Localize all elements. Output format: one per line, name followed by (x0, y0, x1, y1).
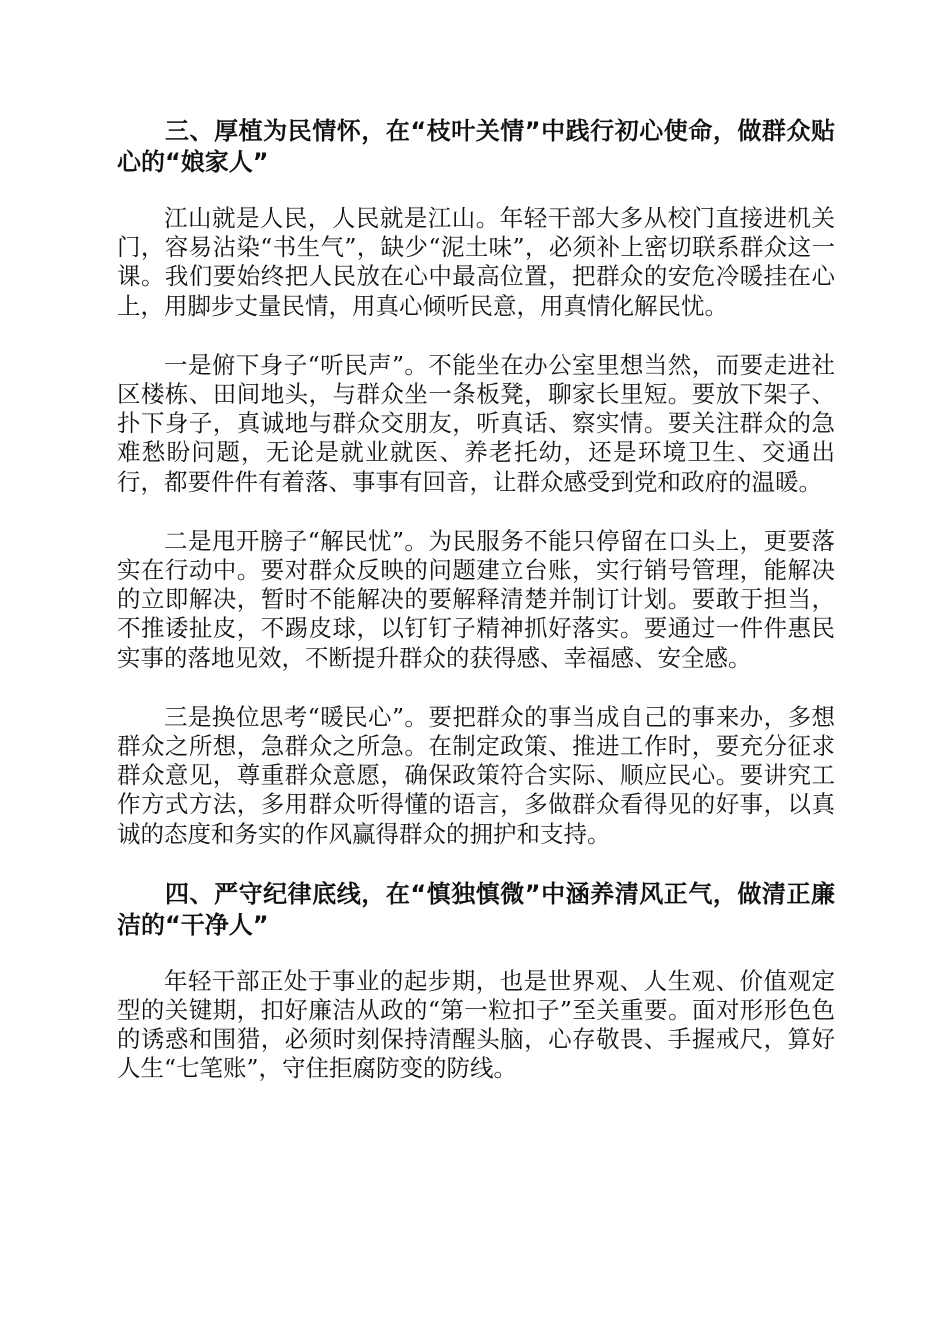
body-paragraph: 江山就是人民，人民就是江山。年轻干部大多从校门直接进机关门，容易沾染“书生气”，缺少“泥土味”，必须补上密切联系群众这一课。我们要始终把人民放在心中最高位置，把群众的安危冷暖挂在心上，用脚步丈量民情，用真心倾听民意，用真情化解民忧。 (117, 204, 835, 320)
document-page (117, 116, 835, 1084)
section-heading: 四、严守纪律底线，在“慎独慎微”中涵养清风正气，做清正廉洁的“干净人” (117, 879, 835, 939)
section-heading: 三、厚植为民情怀，在“枝叶关情”中践行初心使命，做群众贴心的“娘家人” (117, 117, 835, 176)
body-paragraph: 二是甩开膀子“解民忧”。为民服务不能只停留在口头上，更要落实在行动中。要对群众反映的问题建立台账，实行销号管理，能解决的立即解决，暂时不能解决的要解释清楚并制订计划。要敢于担当，不推诿扯皮，不踢皮球，以钉钉子精神抓好落实。要通过一件件惠民实事的落地见效，不断提升群众的获得感、幸福感、安全感。 (117, 526, 835, 672)
body-paragraph: 年轻干部正处于事业的起步期，也是世界观、人生观、价值观定型的关键期，扣好廉洁从政的“第一粒扣子”至关重要。面对形形色色的诱惑和围猎，必须时刻保持清醒头脑，心存敬畏、手握戒尺，算好人生“七笔账”，守住拒腐防变的防线。 (117, 966, 835, 1083)
body-paragraph: 三是换位思考“暖民心”。要把群众的事当成自己的事来办，多想群众之所想，急群众之所急。在制定政策、推进工作时，要充分征求群众意见，尊重群众意愿，确保政策符合实际、顺应民心。要讲究工作方式方法，多用群众听得懂的语言，多做群众看得见的好事，以真诚的态度和务实的作风赢得群众的拥护和支持。 (117, 702, 835, 848)
body-paragraph: 一是俯下身子“听民声”。不能坐在办公室里想当然，而要走进社区楼栋、田间地头，与群众坐一条板凳，聊家长里短。要放下架子、扑下身子，真诚地与群众交朋友，听真话、察实情。要关注群众的急难愁盼问题，无论是就业就医、养老托幼，还是环境卫生、交通出行，都要件件有着落、事事有回音，让群众感受到党和政府的温暖。 (117, 350, 835, 496)
